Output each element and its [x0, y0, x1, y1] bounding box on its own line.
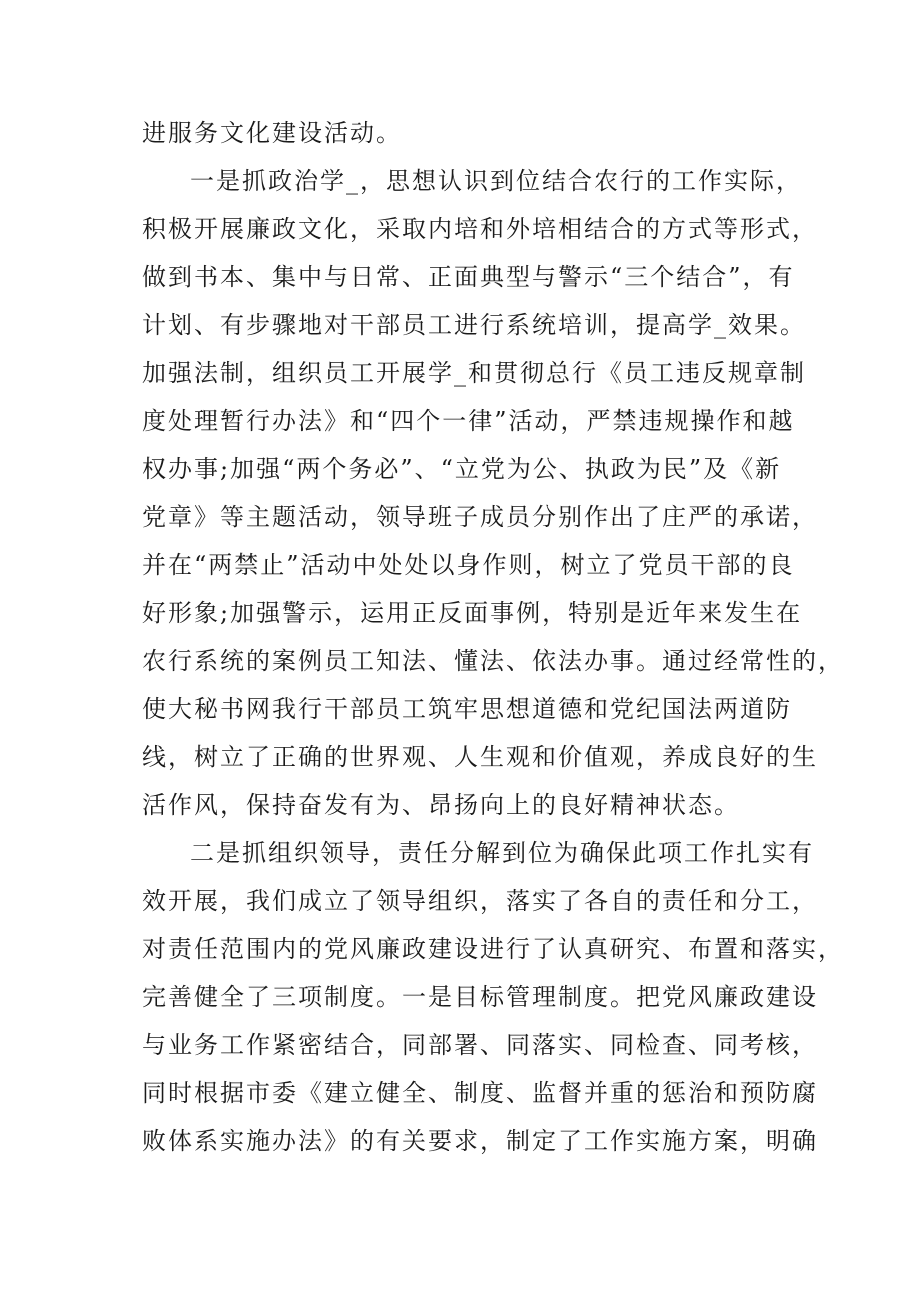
text-line: 使大秘书网我行干部员工筑牢思想道德和党纪国法两道防: [142, 695, 792, 723]
text-line: 活作风，保持奋发有为、昂扬向上的良好精神状态。: [142, 791, 740, 819]
text-line: 好形象;加强警示，运用正反面事例，特别是近年来发生在: [142, 599, 803, 627]
text-line: 线，树立了正确的世界观、人生观和价值观，养成良好的生: [142, 743, 818, 771]
text-line: 对责任范围内的党风廉政建设进行了认真研究、布置和落实，: [142, 935, 844, 963]
text-line: 进服务文化建设活动。: [142, 119, 402, 147]
text-line: 加强法制，组织员工开展学_和贯彻总行《员工违反规章制: [142, 359, 806, 387]
text-line: 与业务工作紧密结合，同部署、同落实、同检查、同考核，: [142, 1031, 818, 1059]
text-line: 党章》等主题活动，领导班子成员分别作出了庄严的承诺，: [142, 503, 818, 531]
text-line: 做到书本、集中与日常、正面典型与警示“三个结合”，有: [142, 263, 795, 291]
text-line: 积极开展廉政文化，采取内培和外培相结合的方式等形式，: [142, 215, 818, 243]
text-line: 农行系统的案例员工知法、懂法、依法办事。通过经常性的，: [142, 647, 844, 675]
paragraph-first-line: 一是抓政治学_，思想认识到位结合农行的工作实际，: [190, 167, 802, 195]
text-line: 完善健全了三项制度。一是目标管理制度。把党风廉政建设: [142, 983, 818, 1011]
text-line: 度处理暂行办法》和“四个一律”活动，严禁违规操作和越: [142, 407, 795, 435]
text-line: 败体系实施办法》的有关要求，制定了工作实施方案，明确: [142, 1127, 818, 1155]
text-line: 权办事;加强“两个务必”、“立党为公、执政为民”及《新: [142, 455, 782, 483]
text-line: 并在“两禁止”活动中处处以身作则，树立了党员干部的良: [142, 551, 795, 579]
paragraph-first-line: 二是抓组织领导，责任分解到位为确保此项工作扎实有: [190, 839, 814, 867]
text-line: 计划、有步骤地对干部员工进行系统培训，提高学_效果。: [142, 311, 806, 339]
text-line: 效开展，我们成立了领导组织，落实了各自的责任和分工，: [142, 887, 818, 915]
text-line: 同时根据市委《建立健全、制度、监督并重的惩治和预防腐: [142, 1079, 818, 1107]
